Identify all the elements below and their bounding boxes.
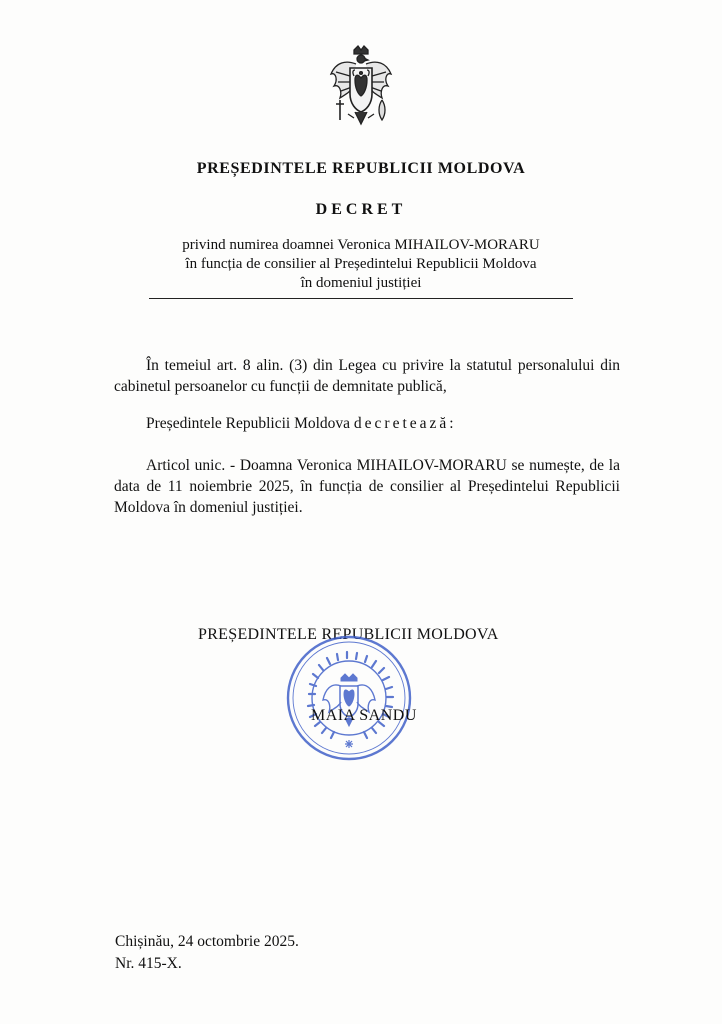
decree-intro-paragraph	[114, 413, 620, 434]
subject-divider	[149, 298, 573, 299]
preamble-paragraph: În temeiul art. 8 alin. (3) din Legea cu privire la statutul personalului din cabinetul persoanelor cu funcții de demnitate publică,	[114, 357, 620, 395]
decree-number: Nr. 415-X.	[115, 955, 182, 972]
subject-line-1: privind numirea doamnei Veronica MIHAILOV-MORARU	[182, 237, 540, 253]
document-type: DECRET	[315, 201, 407, 218]
place-and-date: Chișinău, 24 octombrie 2025.	[115, 933, 299, 950]
subject-line-3: în domeniul justiției	[300, 275, 422, 291]
page-title: PREȘEDINTELE REPUBLICII MOLDOVA	[196, 160, 526, 177]
signatory-name: MAIA SANDU	[311, 707, 417, 724]
signature-title: PREȘEDINTELE REPUBLICII MOLDOVA	[198, 626, 499, 643]
article-paragraph: Articol unic. - Doamna Veronica MIHAILOV-MORARU se numește, de la data de 11 noiembrie 2025, în funcția de consilier al Președintelui Republicii Moldova în domeniul justiției.	[114, 457, 620, 516]
decree-subject	[149, 236, 573, 293]
decree-intro-text: Președintele Republicii Moldova	[146, 415, 351, 432]
subject-line-2: în funcția de consilier al Președintelui Republicii Moldova	[185, 256, 537, 272]
official-seal-stamp	[285, 634, 413, 762]
decree-verb: decretează:	[353, 415, 457, 432]
moldova-coat-of-arms-icon	[328, 44, 394, 128]
